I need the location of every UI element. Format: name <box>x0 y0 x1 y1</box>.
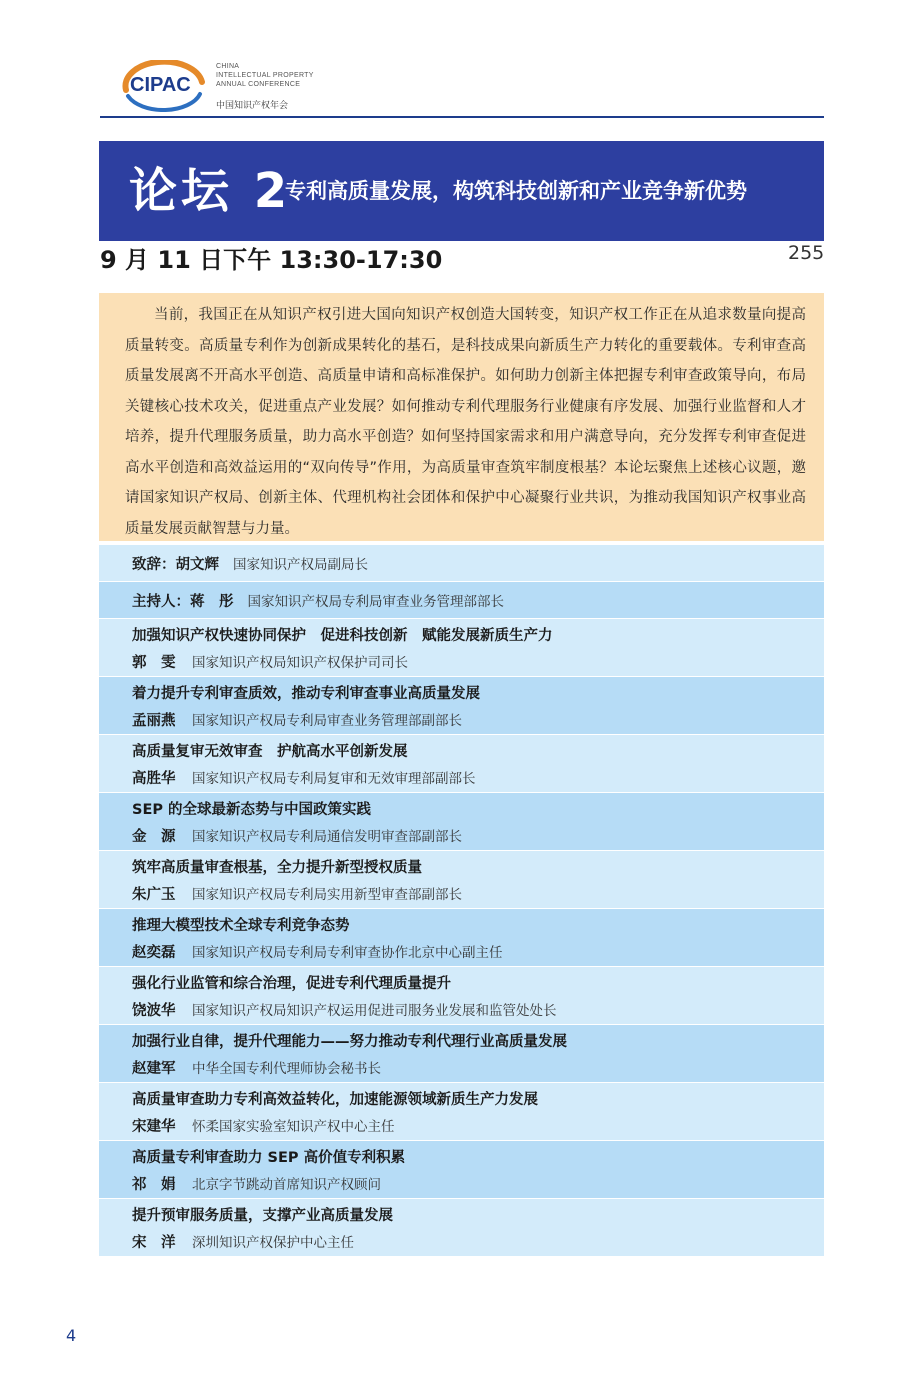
agenda-item <box>99 851 824 908</box>
speaker-name: 赵奕磊 <box>132 945 176 961</box>
speaker-title: 国家知识产权局专利局通信发明审查部副部长 <box>192 829 462 845</box>
talk-topic: 高质量专利审查助力 SEP 高价值专利积累 <box>132 1150 406 1166</box>
speaker-title: 国家知识产权局知识产权运用促进司服务业发展和监管处处长 <box>192 1003 557 1019</box>
speaker-title: 怀柔国家实验室知识产权中心主任 <box>192 1119 395 1135</box>
speaker-name: 朱广玉 <box>132 887 176 903</box>
talk-topic: 加强行业自律，提升代理能力——努力推动专利代理行业高质量发展 <box>132 1034 567 1050</box>
talk-topic: 筑牢高质量审查根基，全力提升新型授权质量 <box>132 860 422 876</box>
speaker-title: 国家知识产权局知识产权保护司司长 <box>192 655 408 671</box>
agenda-item <box>99 619 824 676</box>
speaker-name: 高胜华 <box>132 771 176 787</box>
speaker-line <box>132 710 824 731</box>
agenda-item <box>99 1025 824 1082</box>
speaker-name: 祁 娟 <box>132 1177 176 1193</box>
speaker-line <box>132 826 824 847</box>
opening-remarks-row <box>99 545 824 581</box>
host-row <box>99 582 824 618</box>
talk-topic: 提升预审服务质量，支撑产业高质量发展 <box>132 1208 393 1224</box>
talk-topic: 推理大模型技术全球专利竞争态势 <box>132 918 350 934</box>
talk-topic: 高质量复审无效审查 护航高水平创新发展 <box>132 744 408 760</box>
logo-chinese-name: 中国知识产权年会 <box>216 101 289 111</box>
speaker-name: 郭 雯 <box>132 655 176 671</box>
speaker-name: 宋建华 <box>132 1119 176 1135</box>
agenda-item <box>99 793 824 850</box>
speaker-line <box>132 1000 824 1021</box>
talk-topic: 着力提升专利审查质效，推动专利审查事业高质量发展 <box>132 686 480 702</box>
speaker-title: 国家知识产权局专利局复审和无效审理部副部长 <box>192 771 476 787</box>
opening-speaker: 致辞：胡文辉 <box>132 556 219 573</box>
speaker-line <box>132 768 824 789</box>
speaker-title: 深圳知识产权保护中心主任 <box>192 1235 354 1251</box>
speaker-line <box>132 942 824 963</box>
logo-wordmark: CIPAC <box>130 74 191 96</box>
forum-introduction <box>99 293 824 541</box>
session-datetime: 9 月 11 日下午 13:30-17:30 <box>100 246 443 274</box>
agenda-item <box>99 1141 824 1198</box>
speaker-line <box>132 652 824 673</box>
agenda-item <box>99 1083 824 1140</box>
talk-topic: 强化行业监管和综合治理，促进专利代理质量提升 <box>132 976 451 992</box>
speaker-line <box>132 884 824 905</box>
agenda-item <box>99 677 824 734</box>
conference-logo <box>118 58 318 114</box>
agenda-list <box>99 545 824 1257</box>
speaker-name: 赵建军 <box>132 1061 176 1077</box>
header-divider <box>100 116 824 118</box>
speaker-title: 国家知识产权局专利局专利审查协作北京中心副主任 <box>192 945 503 961</box>
page-number: 4 <box>66 1326 77 1345</box>
speaker-name: 饶波华 <box>132 1003 176 1019</box>
speaker-name: 金 源 <box>132 829 176 845</box>
talk-topic: SEP 的全球最新态势与中国政策实践 <box>132 802 372 818</box>
page-reference: 255 <box>788 242 825 264</box>
forum-label: 论坛 2 <box>129 163 292 219</box>
speaker-title: 中华全国专利代理师协会秘书长 <box>192 1061 381 1077</box>
speaker-line <box>132 1058 824 1079</box>
forum-title: 专利高质量发展，构筑科技创新和产业竞争新优势 <box>285 179 747 203</box>
speaker-title: 国家知识产权局专利局审查业务管理部副部长 <box>192 713 462 729</box>
forum-banner <box>99 141 824 241</box>
talk-topic: 高质量审查助力专利高效益转化，加速能源领域新质生产力发展 <box>132 1092 538 1108</box>
speaker-title: 国家知识产权局专利局实用新型审查部副部长 <box>192 887 462 903</box>
agenda-item <box>99 735 824 792</box>
introduction-text: 当前，我国正在从知识产权引进大国向知识产权创造大国转变，知识产权工作正在从追求数量向提高质量转变。高质量专利作为创新成果转化的基石，是科技成果向新质生产力转化的重要载体。专利审查高质量发展离不开高水平创造、高质量申请和高标准保护。如何助力创新主体把握专利审查政策导向，布局关键核心技术攻关，促进重点产业发展？如何推动专利代理服务行业健康有序发展、加强行业监督和人才培养，提升代理服务质量，助力高水平创造？如何坚持国家需求和用户满意导向，充分发挥专利审查促进高水平创造和高效益运用的“双向传导”作用，为高质量审查筑牢制度根基？本论坛聚焦上述核心议题，邀请国家知识产权局、创新主体、代理机构社会团体和保护中心凝聚行业共识，为推动我国知识产权事业高质量发展贡献智慧与力量。 <box>125 307 806 537</box>
logo-english-name: CHINA INTELLECTUAL PROPERTY ANNUAL CONFERENCE <box>216 63 314 88</box>
talk-topic: 加强知识产权快速协同保护 促进科技创新 赋能发展新质生产力 <box>132 628 553 644</box>
speaker-line <box>132 1174 824 1195</box>
speaker-line <box>132 1116 824 1137</box>
agenda-item <box>99 967 824 1024</box>
agenda-item <box>99 1199 824 1256</box>
opening-speaker-title: 国家知识产权局副局长 <box>233 557 368 573</box>
speaker-line <box>132 1232 824 1253</box>
agenda-item <box>99 909 824 966</box>
host-title: 国家知识产权局专利局审查业务管理部部长 <box>247 594 504 610</box>
speaker-title: 北京字节跳动首席知识产权顾问 <box>192 1177 381 1193</box>
speaker-name: 宋 洋 <box>132 1235 176 1251</box>
speaker-name: 孟丽燕 <box>132 713 176 729</box>
host-name: 主持人：蒋 彤 <box>132 593 234 610</box>
